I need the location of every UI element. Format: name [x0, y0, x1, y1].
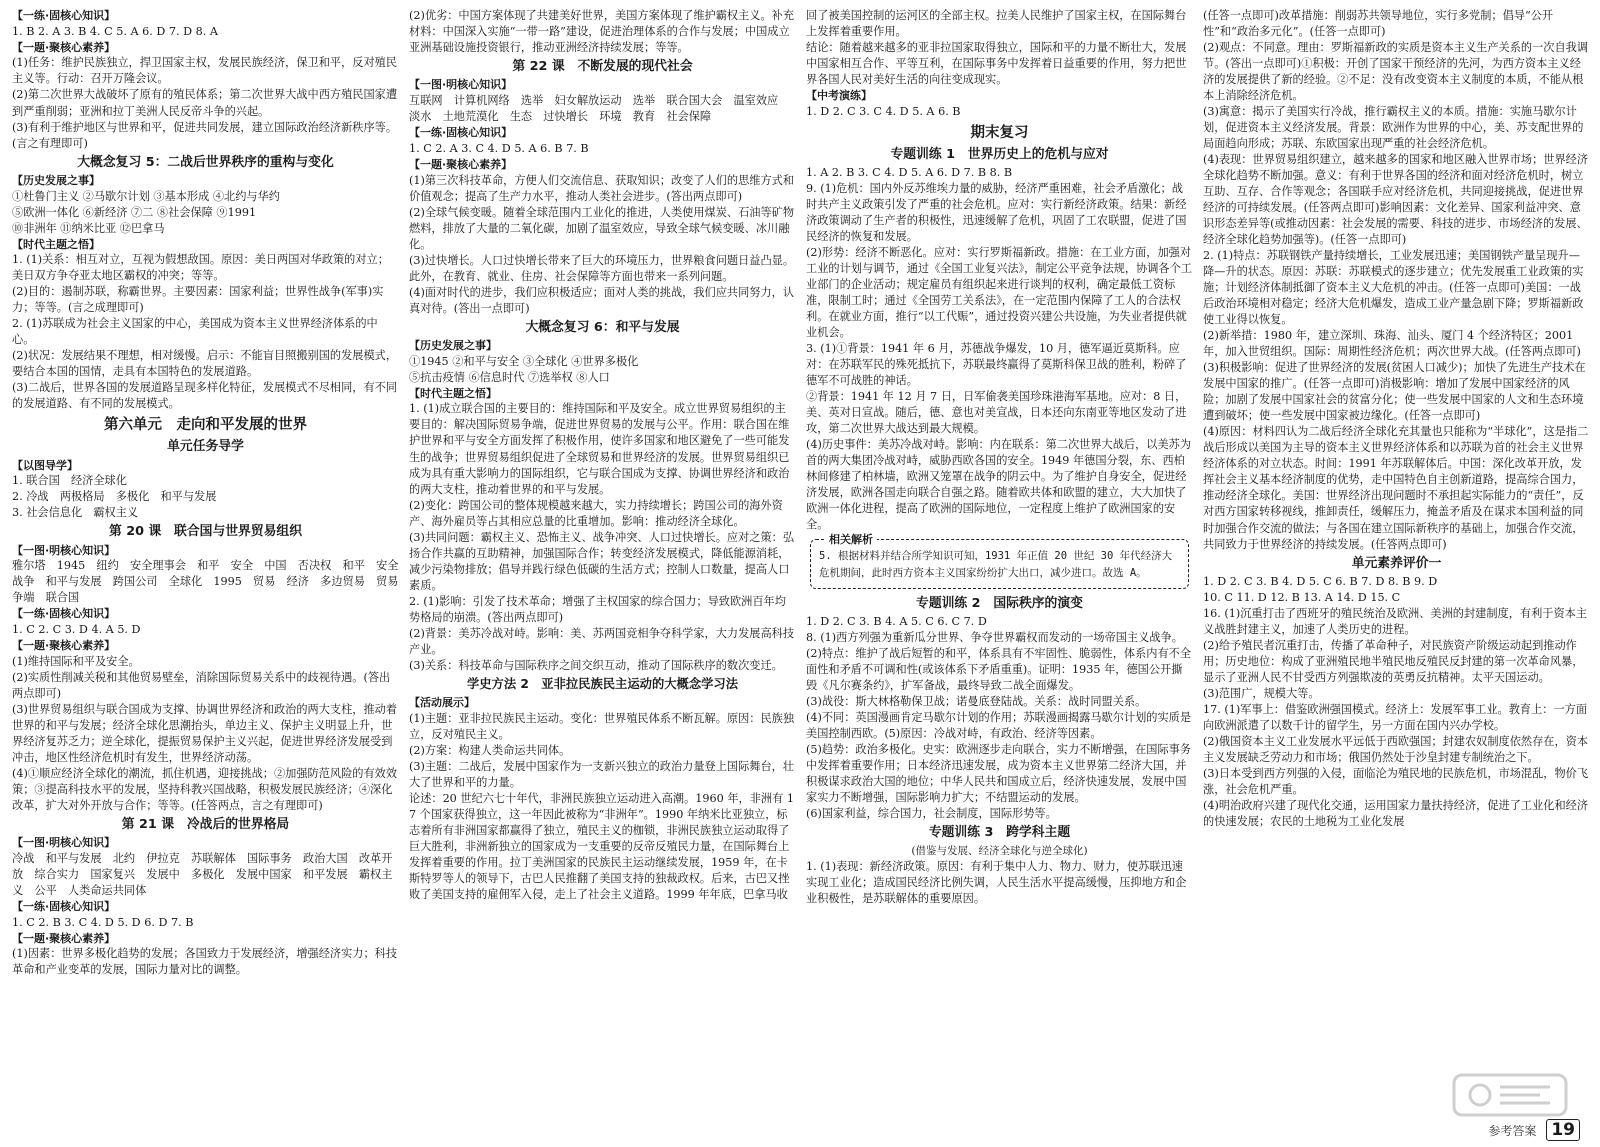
answer-line: (2)实质性削减关税和其他贸易壁垒，消除国际贸易关系中的歧视待遇。(答出两点即可)	[12, 670, 391, 700]
answer-line: ①1945 ②和平与安全 ③全球化 ④世界多极化	[409, 354, 639, 368]
answer-line: (4)明治政府兴建了现代化交通，运用国家力量扶持经济，促进了工业化和经济的快速发展；农民的土地税为工业化发展	[1203, 799, 1589, 829]
answer-line: (6)国家利益，综合国力，社会制度，国际形势等。	[806, 807, 1057, 821]
answer-line: ①杜鲁门主义 ②马歇尔计划 ③基本形成 ④北约与华约	[12, 189, 280, 203]
answer-line: (4)面对时代的进步，我们应积极适应；面对人类的挑战，我们应共同努力，认真对待。(答出一点即可)	[409, 285, 795, 315]
section-heading: 专题训练 2 国际秩序的演变	[916, 595, 1083, 611]
section-heading: 单元素养评价一	[1351, 555, 1442, 571]
answer-line: 2. 冷战 两极格局 多极化 和平与发展	[12, 490, 217, 504]
answer-line: 1. D 2. C 3. B 4. A 5. C 6. C 7. D	[806, 615, 987, 629]
section-heading: 第 20 课 联合国与世界贸易组织	[108, 524, 303, 540]
heading-note: (借鉴与发展、经济全球化与逆全球化)	[911, 844, 1088, 857]
section-heading: 第 21 课 冷战后的世界格局	[121, 816, 290, 832]
method-heading: 学史方法 2 亚非拉民族民主运动的大概念学习法	[466, 676, 739, 691]
answer-line: 2. (1)影响：引发了技术革命；增强了主权国家的综合国力；导致欧洲百年均势格局的崩溃。(答出两点即可)	[409, 594, 786, 624]
answer-line: 论述：20 世纪六七十年代，非洲民族独立运动进入高潮。1960 年，非洲有 17 个国家获得独立，这一年因此被称为“非洲年”。1990 年纳米比亚独立，标志着所有非洲国家都赢得了独立，殖民主义的枷锁，非洲民族独立运动取得了巨大胜利，非洲新独立的国家成为一支重要的反帝反殖民力量，在国际舞台上发挥着重要的作用。拉丁美洲国家的民族民主运动继续发展，1959 年，在卡斯特罗等人的领导下，古巴人民推翻了美国支持的独裁政权。后来，古巴又挫败了美国支持的雇佣军入侵，走上了社会主义道路。1999 年年底，巴拿马收	[409, 792, 794, 902]
subsection-label: 【历史发展之事】	[12, 173, 100, 187]
section-heading: 大概念复习 5：二战后世界秩序的重构与变化	[77, 154, 334, 170]
answer-line: ⑤欧洲一体化 ⑥新经济 ⑦二 ⑧社会保障 ⑨1991	[12, 205, 257, 219]
answer-line: (3)有利于维护地区与世界和平，促进共同发展，建立国际政治经济新秩序等。(言之有理即可)	[12, 120, 398, 150]
answer-line: ②背景：1941 年 12 月 7 日，日军偷袭美国珍珠港海军基地。应对：8 日，美、英对日宣战。随后，德、意也对美宣战，日本还向东南亚等地区发动了进攻，第二次世界大战达到最大规模。	[806, 390, 1187, 436]
section-heading: 第 22 课 不断发展的现代社会	[512, 59, 693, 75]
answer-line: (3)过快增长。人口过快增长带来了巨大的环境压力，世界粮食问题日益凸显。此外，在教育、就业、住房、社会保障等方面也带来一系列问题。	[409, 253, 795, 283]
answer-line: (5)趋势：政治多极化。史实：欧洲逐步走向联合，实力不断增强，在国际事务中发挥着重要作用；日本经济迅速发展，成为资本主义世界第二经济大国，并积极谋求政治大国的地位；中华人民共和国成立后，经济快速发展，发展中国家实力不断增强，国际影响力扩大；不结盟运动的发展。	[806, 743, 1192, 805]
answer-line: (任答一点即可)改革措施：削弱苏共领导地位，实行多党制；倡导“公开性”和“政治多元化”。(任答一点即可)	[1203, 9, 1554, 39]
answer-line: (2)第二次世界大战破坏了原有的殖民体系；第二次世界大战中西方殖民国家遭到严重削弱；亚洲和拉丁美洲人民反帝斗争的兴起。	[12, 88, 398, 118]
subsection-label: 【一题·聚核心素养】	[12, 639, 116, 653]
section-heading: 单元任务导学	[167, 439, 244, 455]
subsection-label: 【一题·聚核心素养】	[409, 157, 513, 171]
answer-line: (2)全球气候变暖。随着全球范围内工业化的推进，人类使用煤炭、石油等矿物燃料，排放了大量的二氧化碳，加剧了温室效应，导致全球气候变暖、冰川融化。	[409, 205, 795, 251]
answer-line: 8. (1)西方列强为重新瓜分世界、争夺世界霸权而发动的一场帝国主义战争。	[806, 631, 1183, 645]
answer-line: (2)俄国资本主义工业发展水平远低于西欧强国；封建农奴制度依然存在，资本主义发展缺乏劳动力和市场；俄国仍然处于沙皇封建专制统治之下。	[1203, 734, 1589, 764]
answer-line: 冷战 和平与发展 北约 伊拉克 苏联解体 国际事务 政治大国 改革开放 综合实力 国家复兴 发展中 多极化 发展中国家 和平发展 霸权主义 公平 人类命运共同体	[12, 851, 393, 897]
answer-line: 2. (1)特点：苏联钢铁产量持续增长，工业发展迅速；美国钢铁产量呈现升—降—升的状态。原因：苏联：苏联模式的逐步建立；优先发展重工业政策的实施；计划经济体制抵御了资本主义大危机的冲击。(任答一点即可)美国：一战后政治环境相对稳定；经济大危机爆发，造成工业产量急剧下降；罗斯福新政使工业得以恢复。	[1203, 249, 1584, 327]
answer-line: (3)共同问题：霸权主义、恐怖主义、战争冲突、人口过快增长。应对之策：弘扬合作共赢的互助精神，加强国际合作；转变经济发展模式，降低能源消耗，减少污染物排放；倡导并践行绿色低碳的生活方式；控制人口数量，提高人口素质。	[409, 530, 795, 592]
answer-line: (4)不同：英国漫画肯定马歇尔计划的作用；苏联漫画揭露马歇尔计划的实质是美国控制西欧。(5)原因：冷战对峙，有政治、经济等因素。	[806, 711, 1192, 741]
answer-line: (2)新举措：1980 年，建立深圳、珠海、汕头、厦门 4 个经济特区；2001 年，加入世贸组织。国际：周期性经济危机；两次世界大战。(任答两点即可)	[1203, 329, 1581, 359]
answer-line: 1. B 2. A 3. B 4. C 5. A 6. D 7. D 8. A	[12, 24, 218, 38]
answer-line: 1. (1)关系：相互对立，互视为假想敌国。原因：美日两国对华政策的对立；美日双方争夺亚太地区霸权的冲突；等等。	[12, 253, 389, 283]
page-footer	[1488, 1119, 1580, 1141]
answer-line: 2. (1)苏联成为社会主义国家的中心，美国成为资本主义世界经济体系的中心。	[12, 317, 378, 347]
answer-line: (1)第三次科技革命，方便人们交流信息、获取知识；改变了人们的思维方式和价值观念；提高了生产力水平，推动人类社会进步。(答出两点即可)	[409, 173, 795, 203]
subsection-label: 【一图·明核心知识】	[12, 543, 116, 557]
page-number: 19	[1546, 1119, 1580, 1141]
subsection-label: 【一练·固核心知识】	[12, 9, 116, 22]
answer-line: 1. A 2. B 3. C 4. D 5. A 6. D 7. B 8. B	[806, 165, 1013, 179]
subsection-label: 【活动展示】	[409, 696, 475, 710]
answer-line: (1)因素：世界多极化趋势的发展；各国致力于发展经济，增强经济实力；科技革命和产业变革的发展，国际力量对比的调整。	[12, 947, 398, 977]
subsection-label: 【中考演练】	[806, 89, 872, 103]
answer-line: (3)主题：二战后，发展中国家作为一支新兴独立的政治力量登上国际舞台，壮大了世界和平的力量。	[409, 760, 795, 790]
answer-line: 17. (1)军事上：借鉴欧洲强国模式。经济上：发展军事工业。教育上：一方面向欧洲派遣了以数千计的留学生，另一方面在国内兴办学校。	[1203, 702, 1588, 732]
answer-line: 1. D 2. C 3. B 4. D 5. C 6. B 7. D 8. B 9. D	[1203, 574, 1438, 588]
answer-line: (3)世界贸易组织与联合国成为支撑、协调世界经济和政治的两大支柱，推动着世界的和平与发展；经济全球化思潮抬头，单边主义、保护主义明显上升，世界经济复苏乏力；逆全球化，提振贸易保护主义兴起，促进世界经济发展受到冲击，地区性经济危机时有发生，世界经济动荡。	[12, 702, 398, 764]
box-title: 相关解析	[825, 531, 877, 549]
answer-line: 1. C 2. B 3. C 4. D 5. D 6. D 7. B	[12, 915, 194, 929]
answer-line: 10. C 11. D 12. B 13. A 14. D 15. C	[1203, 590, 1401, 604]
subsection-label: 【历史发展之事】	[409, 338, 497, 352]
answer-line: 1. (1)成立联合国的主要目的：维持国际和平及安全。成立世界贸易组织的主要目的：解决国际贸易争端，促进世界贸易的发展与公平。作用：联合国在维护世界和平与安全方面发挥了积极作用，使许多国家和地区避免了一些可能发生的战争；世界贸易组织促进了全球贸易和世界经济的发展。世界贸易组织已成为具有重大影响力的国际组织，它与联合国成为支撑、协调世界经济和政治的两大支柱，推动着世界的和平与发展。	[409, 402, 790, 496]
answer-line: (3)关系：科技革命与国际秩序之间交织互动，推动了国际秩序的数次变迁。	[409, 658, 783, 672]
answer-line: 3. 社会信息化 霸权主义	[12, 506, 139, 520]
answer-line: (2)方案：构建人类命运共同体。	[409, 744, 571, 758]
answer-line: (2)给予殖民者沉重打击，传播了革命种子，对民族资产阶级运动起到推动作用；历史地位：构成了亚洲殖民地半殖民地反殖民反封建的第一次革命风暴，显示了亚洲人民不甘受西方列强欺凌的英勇反抗精神。太平天国运动。	[1203, 638, 1584, 684]
answer-line: (2)观点：不同意。理由：罗斯福新政的实质是资本主义生产关系的一次自我调节。(答出一点即可)①积极：开创了国家干预经济的先河，为西方资本主义经济的发展提供了新的经验。②不足：没有改变资本主义制度的本质，不能从根本上消除经济危机。	[1203, 41, 1589, 103]
answer-line: (3)日本受到西方列强的入侵，面临沦为殖民地的民族危机，市场混乱，物价飞涨，社会危机严重。	[1203, 767, 1589, 797]
answer-line: 雅尔塔 1945 纽约 安全理事会 和平 安全 中国 否决权 和平 安全 战争 和平与发展 跨国公司 全球化 1995 贸易 经济 多边贸易 贸易争端 联合国	[12, 559, 410, 605]
column-2	[409, 8, 796, 1147]
subsection-label: 【一题·聚核心素养】	[12, 40, 116, 54]
subsection-label: 【时代主题之悟】	[12, 237, 100, 251]
answer-line: (4)历史事件：美苏冷战对峙。影响：内在联系：第二次世界大战后，以美苏为首的两大集团冷战对峙，威胁西欧各国的安全。1949 年德国分裂，东、西柏林间修建了柏林墙，欧洲又笼罩在战争的阴云中。为了维护自身安全，促进经济发展，欧洲各国走向联合自强之路。随着欧共体和欧盟的建立，大大加快了欧洲一体化进程，提高了欧洲的国际地位，一定程度上维护了欧洲国家的安全。	[806, 438, 1192, 532]
answer-line: (2)优劣：中国方案体现了共建美好世界，美国方案体现了维护霸权主义。补充材料：中国深入实施“一带一路”建设，促进治理体系的合作与发展；中国成立亚洲基础设施投资银行，推动亚洲经济持续发展；等等。	[409, 9, 795, 55]
column-4	[1203, 8, 1590, 1147]
section-heading: 专题训练 1 世界历史上的危机与应对	[890, 146, 1109, 162]
answer-line: (2)背景：美苏冷战对峙。影响：美、苏两国竞相争夺科学家，大力发展高科技产业。	[409, 626, 795, 656]
unit-heading: 第六单元 走向和平发展的世界	[104, 417, 307, 434]
subsection-label: 【一练·固核心知识】	[409, 126, 513, 140]
answer-line: (2)变化：跨国公司的整体规模越来越大，实力持续增长；跨国公司的海外资产、海外雇员等占其相应总量的比重增加。影响：推动经济全球化。	[409, 498, 783, 528]
section-heading: 专题训练 3 跨学科主题	[928, 825, 1071, 841]
answer-line: 1. C 2. A 3. C 4. D 5. A 6. B 7. B	[409, 141, 589, 155]
footer-label: 参考答案	[1488, 1123, 1537, 1138]
subsection-label: 【一练·固核心知识】	[12, 900, 116, 914]
unit-heading: 期末复习	[970, 124, 1029, 141]
answer-line: 1. D 2. C 3. C 4. D 5. A 6. B	[806, 104, 961, 118]
answer-line: (3)积极影响：促进了世界经济的发展(贫困人口减少)；加快了先进生产技术在发展中国家的推广。(任答一点即可)消极影响：增加了发展中国家经济的风险；加剧了发展中国家社会的贫富分化；使一些发展中国家的人文和生态环境遭到破坏；使一些发展中国家被边缘化。(任答一点即可)	[1203, 361, 1586, 423]
answer-line: (4)①顺应经济全球化的潮流，抓住机遇，迎接挑战；②加强防范风险的有效效策；③提高科技水平的发展，坚持科教兴国战略，积极发展民族经济；④深化改革，扩大对外开放与合作；等等。(任答两点，言之有理即可)	[12, 766, 398, 812]
answer-line: (3)寓意：揭示了美国实行冷战，推行霸权主义的本质。措施：实施马歇尔计划，促进资本主义经济发展。背景：欧洲作为世界的中心，美、苏支配世界的局面趋向形成；苏联、东欧国家出现严重的社会经济危机。	[1203, 105, 1584, 151]
section-heading: 大概念复习 6：和平与发展	[525, 319, 680, 335]
answer-line: 1. C 2. C 3. D 4. A 5. D	[12, 623, 141, 637]
answer-line: 回了被美国控制的运河区的全部主权。拉美人民维护了国家主权，在国际舞台上发挥着重要作用。	[806, 9, 1187, 39]
related-analysis-box	[810, 533, 1189, 589]
answer-line: (3)范围广，规模大等。	[1203, 686, 1320, 700]
answer-line: (2)目的：遏制苏联，称霸世界。主要因素：国家利益；世界性战争(军事)实力；等等。(言之成理即可)	[12, 285, 384, 315]
answer-line: 结论：随着越来越多的亚非拉国家取得独立，国际和平的力量不断壮大，发展中国家相互合作、平等互利，在国际事务中发挥着日益重要的作用，努力把世界各国人民对美好生活的向往变成现实。	[806, 41, 1187, 87]
column-3	[806, 8, 1193, 1147]
answer-line: (4)原因：材料四认为二战后经济全球化充其量也只能称为“半球化”，这是指二战后形成以美国为主导的资本主义世界经济体系和以苏联为首的社会主义世界经济体系的对立状态。时间：1991 年苏联解体后。中国：深化改革开放，发挥社会主义基本经济制度的优势，走中国特色自主创新道路，提高综合国力，推动经济全球化。美国：世界经济出现问题时不承担起实际能力的“责任”，反对西方国家转移视线，推卸责任，缓解压力，掩盖矛盾及在谋求本国利益的同时加强合作交流的做法；与各国在建立国际新秩序的基础上，加强合作交流，共同致力于世界经济的持续发展。(任答两点即可)	[1203, 425, 1589, 551]
answer-line: 1. (1)表现：新经济政策。原因：有利于集中人力、物力、财力，使苏联迅速实现工业化；造成国民经济比例失调，人民生活水平提高缓慢，压抑地方和企业积极性，是苏联解体的重要原因。	[806, 859, 1187, 905]
answer-line: ⑤抗击疫情 ⑥信息时代 ⑦选举权 ⑧人口	[409, 370, 610, 384]
answer-line: (3)二战后，世界各国的发展道路呈现多样化特征，发展模式不尽相同，有不同的发展道路、有不同的发展模式。	[12, 381, 398, 411]
watermark-logo-icon	[1450, 1065, 1570, 1125]
answer-line: 3. (1)①背景：1941 年 6 月，苏德战争爆发，10 月，德军逼近莫斯科。应对：在苏联军民的殊死抵抗下，苏联最终赢得了莫斯科保卫战的胜利，粉碎了德军不可战胜的神话。	[806, 342, 1187, 388]
answer-line: 16. (1)沉重打击了西班牙的殖民统治及欧洲、美洲的封建制度，有利于资本主义战胜封建主义，加速了人类历史的进程。	[1203, 606, 1588, 636]
answer-line: 1. 联合国 经济全球化	[12, 474, 127, 488]
subsection-label: 【以图导学】	[12, 458, 78, 472]
answer-line: (1)主题：亚非拉民族民主运动。变化：世界殖民体系不断瓦解。原因：民族独立，反对殖民主义。	[409, 712, 795, 742]
box-text: 5. 根据材料并结合所学知识可知，1931 年正值 20 世纪 30 年代经济大危机期间，此时西方资本主义国家纷纷扩大出口，减少进口。故选 A。	[819, 550, 1173, 579]
answer-line: (1)维持国际和平及安全。	[12, 654, 140, 668]
answer-line: (4)表现：世界贸易组织建立，越来越多的国家和地区融入世界市场；世界经济全球化趋势不断加强。意义：有利于世界各国的经济和面对经济危机时，树立互助、互存、合作等观念；各国联手应对经济危机，共同迎接挑战，促进世界经济的可持续发展。(任答两点即可)影响因素：文化差异、国家利益冲突、意识形态差异等(或推动因素：社会发展的需要、科技的进步、市场经济的发展、经济全球化趋势加强等)。(任答一点即可)	[1203, 153, 1589, 247]
subsection-label: 【一题·聚核心素养】	[12, 931, 116, 945]
answer-line: (2)形势：经济不断恶化。应对：实行罗斯福新政。措施：在工业方面，加强对工业的计划与调节，通过《全国工业复兴法》，制定公平竞争法规，协调各个工业部门的企业活动；规定雇员有组织起来进行谈判的权利，确定最低工资标准，限制工时；通过《全国劳工关系法》，在一定范围内保障了工人的合法权利。在就业方面，推行“以工代赈”，通过投资兴建公共设施，为失业者提供就业机会。	[806, 245, 1192, 339]
answer-line: ⑩非洲年 ⑪纳米比亚 ⑫巴拿马	[12, 221, 165, 235]
answer-line: 互联网 计算机网络 选举 妇女解放运动 选举 联合国大会 温室效应 淡水 土地荒漠化 生态 过快增长 环境 教育 社会保障	[409, 94, 790, 124]
answer-line: (3)战役：斯大林格勒保卫战；诺曼底登陆战。关系：战时同盟关系。	[806, 695, 1147, 709]
answer-line: (2)特点：维护了战后短暂的和平，体系具有不牢固性、脆弱性，体系内有不全面性和矛盾不可调和性(或该体系下矛盾重重)。证明：1935 年，德国公开撕毁《凡尔赛条约》，扩军备战，最终导致二战全面爆发。	[806, 647, 1192, 693]
answer-line: 9. (1)危机：国内外反苏维埃力量的威胁，经济严重困难，社会矛盾激化；战时共产主义政策引发了严重的社会危机。应对：实行新经济政策。结果：新经济政策调动了生产者的积极性，迅速缓解了危机，巩固了工农联盟，促进了国民经济的恢复和发展。	[806, 181, 1187, 243]
subsection-label: 【一图·明核心知识】	[12, 836, 116, 850]
answer-line: (2)状况：发展结果不理想，相对缓慢。启示：不能盲目照搬别国的发展模式，要结合本国的国情，走具有本国特色的发展道路。	[12, 349, 398, 379]
subsection-label: 【一图·明核心知识】	[409, 78, 513, 92]
column-1	[12, 8, 410, 1147]
subsection-label: 【时代主题之悟】	[409, 386, 497, 400]
subsection-label: 【一练·固核心知识】	[12, 607, 116, 621]
answer-line: (1)任务：维护民族独立，捍卫国家主权，发展民族经济，保卫和平，反对殖民主义等。行动：召开万隆会议。	[12, 56, 398, 86]
